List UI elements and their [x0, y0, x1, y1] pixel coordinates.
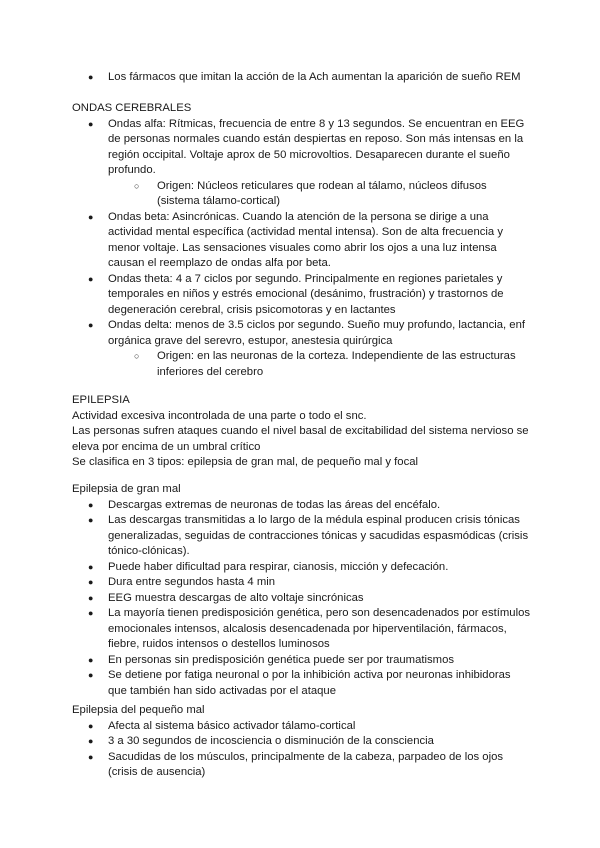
bullet-icon: ● — [88, 515, 94, 525]
list-item: ● Ondas alfa: Rítmicas, frecuencia de entre 8 y 13 segundos. Se encuentran en EEG de personas normales cuando están despiertas en reposo. Son más intensas en la región occipital. Voltaje aprox de 50 microvoltios. Desaparecen durante el sueño profundo. — [88, 117, 525, 176]
intro-list — [72, 70, 532, 86]
bullet-icon: ● — [88, 720, 94, 731]
subsection-heading-gran-mal: Epilepsia de gran mal — [72, 483, 181, 495]
bullet-icon: ● — [88, 670, 94, 680]
list-item: ● Ondas theta: 4 a 7 ciclos por segundo. Principalmente en regiones parietales y temporales en niños y estrés emocional (desánimo, frustración) y trastornos de degeneración cerebral, crisis psicomotoras y en lactantes — [88, 272, 504, 316]
section-heading-epilepsia: EPILEPSIA — [72, 394, 130, 406]
bullet-icon: ● — [88, 608, 94, 618]
paragraph: Actividad excesiva incontrolada de una parte o todo el snc. — [72, 409, 367, 422]
bullet-icon: ● — [88, 211, 94, 222]
bullet-icon: ● — [88, 72, 94, 82]
list-item: ● Sacudidas de los músculos, principalmente de la cabeza, parpadeo de los ojos (crisis de ausencia) — [88, 750, 504, 778]
gran-mal-list — [72, 498, 532, 700]
bullet-icon: ● — [88, 499, 94, 510]
bullet-icon: ● — [88, 118, 94, 129]
paragraph: Las personas sufren ataques cuando el nivel basal de excitabilidad del sistema nervioso se eleva por encima de un umbral crítico — [72, 425, 529, 453]
list-item: ● Las descargas transmitidas a lo largo de la médula espinal producen crisis tónicas generalizadas, seguidas de contracciones tónicas y sacudidas espasmódicas (crisis tónico-clónicas). — [88, 514, 529, 557]
bullet-icon: ● — [88, 592, 94, 603]
pequeno-mal-list — [72, 719, 532, 781]
list-item: ● Descargas extremas de neuronas de todas las áreas del encéfalo. — [72, 498, 532, 514]
section-heading-ondas: ONDAS CEREBRALES — [72, 102, 192, 114]
bullet-icon: ● — [88, 561, 94, 572]
list-item: ● Ondas beta: Asincrónicas. Cuando la atención de la persona se dirige a una actividad mental específica (actividad mental intensa). Son de alta frecuencia y menor voltaje. Las sensaciones visuales como abrir los ojos a una luz intensa causan el reemplazo de ondas alfa por beta. — [88, 210, 503, 269]
hollow-bullet-icon: ○ — [134, 351, 140, 361]
list-item: ● Afecta al sistema básico activador tálamo-cortical — [72, 719, 532, 735]
bullet-icon: ● — [88, 654, 94, 665]
list-item: ● Ondas delta: menos de 3.5 ciclos por segundo. Sueño muy profundo, lactancia, enf orgánica grave del serevro, estupor, anestesia quirúrgica — [88, 319, 525, 347]
list-item: ● Dura entre segundos hasta 4 min — [72, 575, 532, 591]
bullet-icon: ● — [88, 320, 94, 330]
paragraph: Se clasifica en 3 tipos: epilepsia de gran mal, de pequeño mal y focal — [72, 456, 419, 468]
bullet-icon: ● — [88, 273, 94, 284]
list-item: ● La mayoría tienen predisposición genética, pero son desencadenados por estímulos emocionales intensos, alcalosis desencadenada por hiperventilación, fármacos, fiebre, ruidos intensos o destellos luminosos — [88, 607, 531, 650]
list-item: ● EEG muestra descargas de alto voltaje sincrónicas — [72, 591, 532, 607]
list-item: ● Los fármacos que imitan la acción de la Ach aumentan la aparición de sueño REM — [72, 70, 532, 86]
list-item: ● 3 a 30 segundos de incosciencia o disminución de la consciencia — [72, 734, 532, 750]
subsection-heading-pequeno-mal: Epilepsia del pequeño mal — [72, 704, 205, 716]
sub-list-item: ○ Origen: Núcleos reticulares que rodean al tálamo, núcleos difusos (sistema tálamo-cortical) — [134, 179, 487, 207]
sub-list-item: ○ Origen: en las neuronas de la corteza. Independiente de las estructuras inferiores del cerebro — [134, 350, 516, 378]
list-item: ● En personas sin predisposición genética puede ser por traumatismos — [72, 653, 532, 669]
bullet-icon: ● — [88, 577, 94, 587]
bullet-icon: ● — [88, 736, 94, 746]
list-item: ● Puede haber dificultad para respirar, cianosis, micción y defecación. — [72, 560, 532, 576]
list-item: ● Se detiene por fatiga neuronal o por la inhibición activa por neuronas inhibidoras que también han sido activadas por el ataque — [88, 669, 511, 697]
epilepsia-section — [72, 393, 532, 471]
bullet-icon: ● — [88, 751, 94, 762]
ondas-list — [72, 117, 532, 381]
hollow-bullet-icon: ○ — [134, 180, 140, 191]
